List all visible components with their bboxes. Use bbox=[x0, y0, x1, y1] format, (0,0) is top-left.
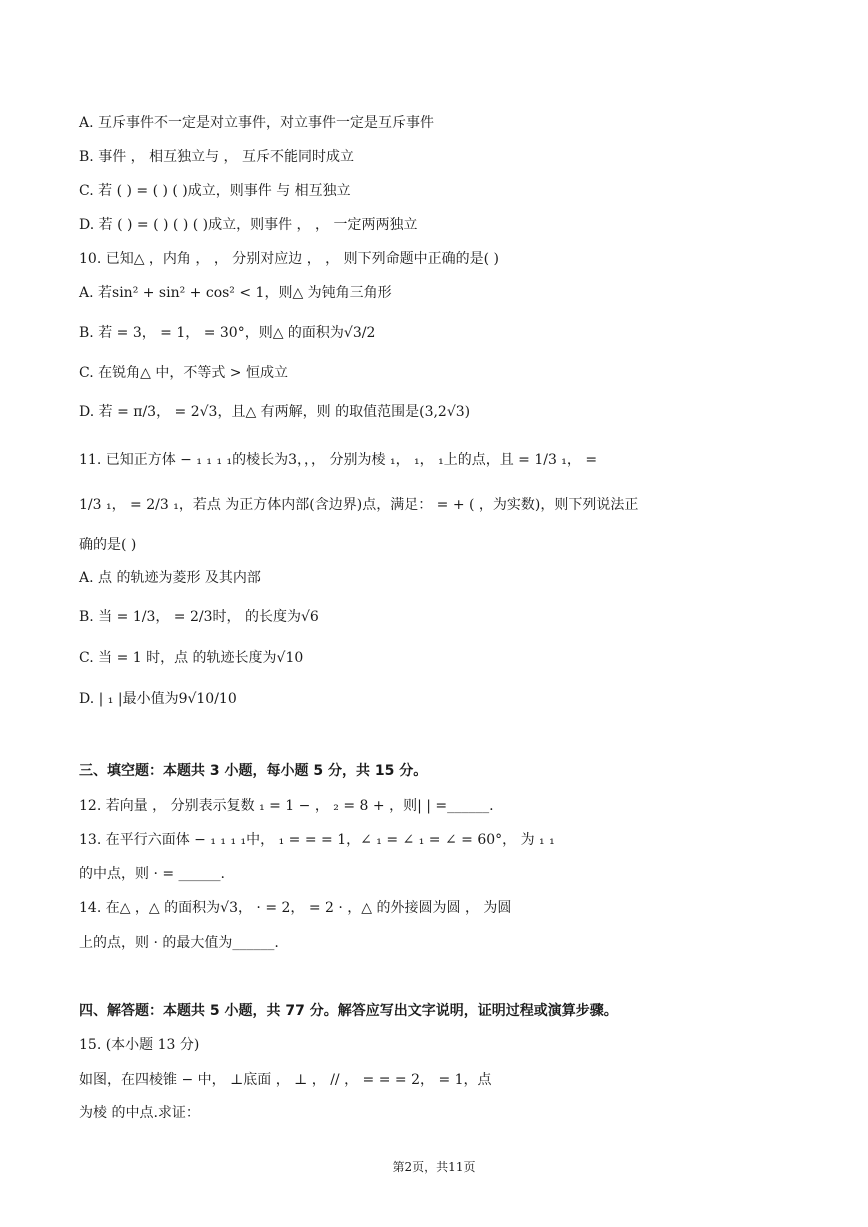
q11-option-a: A. 点 的轨迹为菱形 及其内部 bbox=[79, 570, 261, 586]
q11-option-c: C. 当 = 1 时，点 的轨迹长度为√10 bbox=[79, 650, 304, 666]
question-14: 14. 在△ ，△ 的面积为√3， · = 2， = 2 · ，△ 的外接圆为圆 ， 为圆 bbox=[79, 900, 512, 916]
q10-option-b: B. 若 = 3， = 1， = 30°，则△ 的面积为√3/2 bbox=[79, 325, 376, 341]
page-footer: 第2页，共11页 bbox=[392, 1160, 476, 1174]
question-13: 13. 在平行六面体 − ₁ ₁ ₁ ₁中， ₁ = = = 1，∠ ₁ = ∠ ₁ = ∠ = 60°， 为 ₁ ₁ bbox=[79, 832, 555, 848]
question-14-cont: 上的点，则 · 的最大值为______. bbox=[79, 935, 279, 951]
option-a: A. 互斥事件不一定是对立事件，对立事件一定是互斥事件 bbox=[79, 115, 435, 131]
question-10: 10. 已知△ ，内角 ， ， 分别对应边 ， ， 则下列命题中正确的是( ) bbox=[79, 251, 500, 267]
option-d: D. 若 ( ) = ( ) ( ) ( )成立，则事件 ， ， 一定两两独立 bbox=[79, 217, 418, 233]
question-11: 11. 已知正方体 − ₁ ₁ ₁ ₁的棱长为3，，， 分别为棱 ₁， ₁， ₁上的点，且 = 1/3 ₁， = bbox=[79, 452, 598, 468]
question-12: 12. 若向量 ， 分别表示复数 ₁ = 1 − ， ₂ = 8 + ，则| | =______. bbox=[79, 798, 494, 814]
option-b: B. 事件 ， 相互独立与 ， 互斥不能同时成立 bbox=[79, 149, 354, 165]
question-11-cont2: 确的是( ) bbox=[79, 537, 137, 553]
question-15-body-cont: 为棱 的中点.求证： bbox=[79, 1105, 200, 1121]
q10-option-a: A. 若sin² + sin² + cos² < 1，则△ 为钝角三角形 bbox=[79, 285, 392, 301]
question-15: 15. (本小题 13 分) bbox=[79, 1037, 200, 1053]
section-heading-fill-in: 三、填空题：本题共 3 小题，每小题 5 分，共 15 分。 bbox=[79, 763, 428, 779]
q11-option-d: D. | ₁ |最小值为9√10/10 bbox=[79, 691, 237, 707]
question-13-cont: 的中点，则 · = ______. bbox=[79, 866, 225, 882]
q11-option-b: B. 当 = 1/3， = 2/3时， 的长度为√6 bbox=[79, 609, 319, 625]
question-15-body: 如图，在四棱锥 − 中， ⊥底面 ， ⊥ ， // ， = = = 2， = 1，点 bbox=[79, 1072, 492, 1088]
section-heading-answer: 四、解答题：本题共 5 小题，共 77 分。解答应写出文字说明，证明过程或演算步骤。 bbox=[79, 1003, 618, 1019]
question-11-cont: 1/3 ₁， = 2/3 ₁，若点 为正方体内部(含边界)点，满足： = + ( ，为实数)，则下列说法正 bbox=[79, 497, 639, 513]
q10-option-d: D. 若 = π/3， = 2√3，且△ 有两解，则 的取值范围是(3,2√3) bbox=[79, 404, 471, 420]
q10-option-c: C. 在锐角△ 中，不等式 > 恒成立 bbox=[79, 365, 288, 381]
option-c: C. 若 ( ) = ( ) ( )成立，则事件 与 相互独立 bbox=[79, 183, 351, 199]
